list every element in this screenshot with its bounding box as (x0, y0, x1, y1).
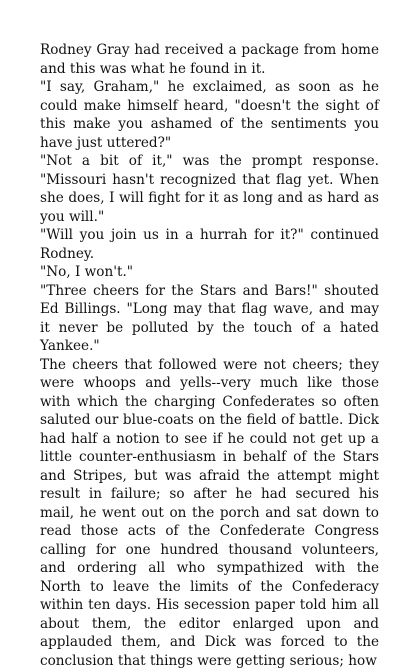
paragraph-package: Rodney Gray had received a package from home and this was what he found in it. (40, 41, 379, 78)
paragraph-three-cheers: "Three cheers for the Stars and Bars!" shouted Ed Billings. "Long may that flag wave, and may it never be polluted by the touch of a hated Yankee." (40, 282, 379, 356)
paragraph-rodney-exclaims: "I say, Graham," he exclaimed, as soon as he could make himself heard, "doesn't the sight of this make you ashamed of the sentiments you have just uttered?" (40, 78, 379, 152)
paragraph-cheers-narrative: The cheers that followed were not cheers; they were whoops and yells--very much like those with which the charging Confederates so often saluted our blue-coats on the field of battle. Dick had half a notion to see if he could not get up a little counter-enthusiasm in behalf of the Stars and Stripes, but was afraid the attempt might result in failure; so after he had secured his mail, he went out on the porch and sat down to read those acts of the Confederate Congress calling for one hundred thousand volunteers, and ordering all who sympathized with the North to leave the limits of the Confederacy within ten days. His secession paper told him all about them, the editor enlarged upon and applauded them, and Dick was forced to the conclusion that things were getting serious; how (40, 356, 379, 670)
paragraph-graham-response: "Not a bit of it," was the prompt response. "Missouri hasn't recognized that flag yet. When she does, I will fight for it as long and as hard as you will." (40, 152, 379, 226)
paragraph-refusal: "No, I won't." (40, 263, 379, 282)
book-page-text (40, 41, 379, 670)
paragraph-hurrah-question: "Will you join us in a hurrah for it?" continued Rodney. (40, 226, 379, 263)
